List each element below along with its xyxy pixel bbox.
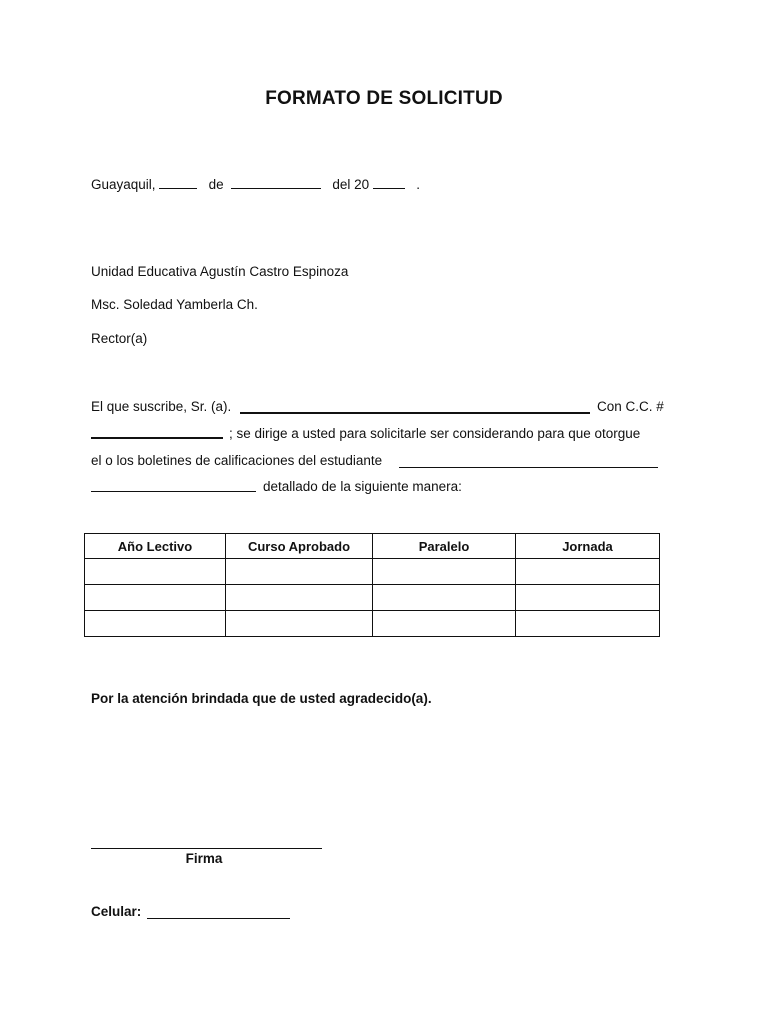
recipient-name: Msc. Soledad Yamberla Ch.: [91, 297, 258, 312]
id-blank[interactable]: [91, 437, 223, 439]
name-blank[interactable]: [240, 412, 590, 414]
day-blank[interactable]: [159, 177, 197, 189]
table-row: [85, 559, 660, 585]
table-cell[interactable]: [373, 611, 516, 637]
recipient-role: Rector(a): [91, 331, 148, 346]
document-title: FORMATO DE SOLICITUD: [265, 88, 503, 109]
date-end: .: [416, 177, 420, 192]
table-header-row: [85, 534, 660, 559]
phone-blank[interactable]: [147, 918, 290, 919]
table-cell[interactable]: [85, 585, 226, 611]
table-cell[interactable]: [226, 585, 373, 611]
header-paralelo: Paralelo: [373, 534, 516, 559]
table-cell[interactable]: [85, 559, 226, 585]
table-cell[interactable]: [516, 611, 660, 637]
year-label: del 20: [332, 177, 370, 192]
table-cell[interactable]: [373, 585, 516, 611]
city-label: Guayaquil,: [91, 177, 156, 192]
body-line4: detallado de la siguiente manera:: [263, 479, 462, 494]
table-cell[interactable]: [516, 559, 660, 585]
student-blank[interactable]: [399, 467, 658, 468]
body-line1-end: Con C.C. #: [597, 399, 664, 414]
table-cell[interactable]: [226, 611, 373, 637]
de-label: de: [208, 177, 224, 192]
header-curso-aprobado: Curso Aprobado: [226, 534, 373, 559]
signature-label: Firma: [185, 851, 223, 866]
table-cell[interactable]: [85, 611, 226, 637]
signature-line[interactable]: [91, 848, 322, 849]
date-line: [91, 177, 420, 192]
recipient-institution: Unidad Educativa Agustín Castro Espinoza: [91, 264, 349, 279]
table-cell[interactable]: [226, 559, 373, 585]
year-blank[interactable]: [373, 177, 405, 189]
closing-text: Por la atención brindada que de usted agradecido(a).: [91, 691, 432, 706]
header-jornada: Jornada: [516, 534, 660, 559]
grades-table: [84, 533, 660, 637]
header-ano-lectivo: Año Lectivo: [85, 534, 226, 559]
month-blank[interactable]: [231, 177, 321, 189]
student-blank-cont[interactable]: [91, 491, 256, 492]
body-line2: ; se dirige a usted para solicitarle ser considerando para que otorgue: [229, 426, 641, 441]
phone-label: Celular:: [91, 904, 142, 919]
body-line3: el o los boletines de calificaciones del estudiante: [91, 453, 383, 468]
table-row: [85, 611, 660, 637]
table-cell[interactable]: [373, 559, 516, 585]
table-row: [85, 585, 660, 611]
table-cell[interactable]: [516, 585, 660, 611]
body-line1-start: El que suscribe, Sr. (a).: [91, 399, 232, 414]
